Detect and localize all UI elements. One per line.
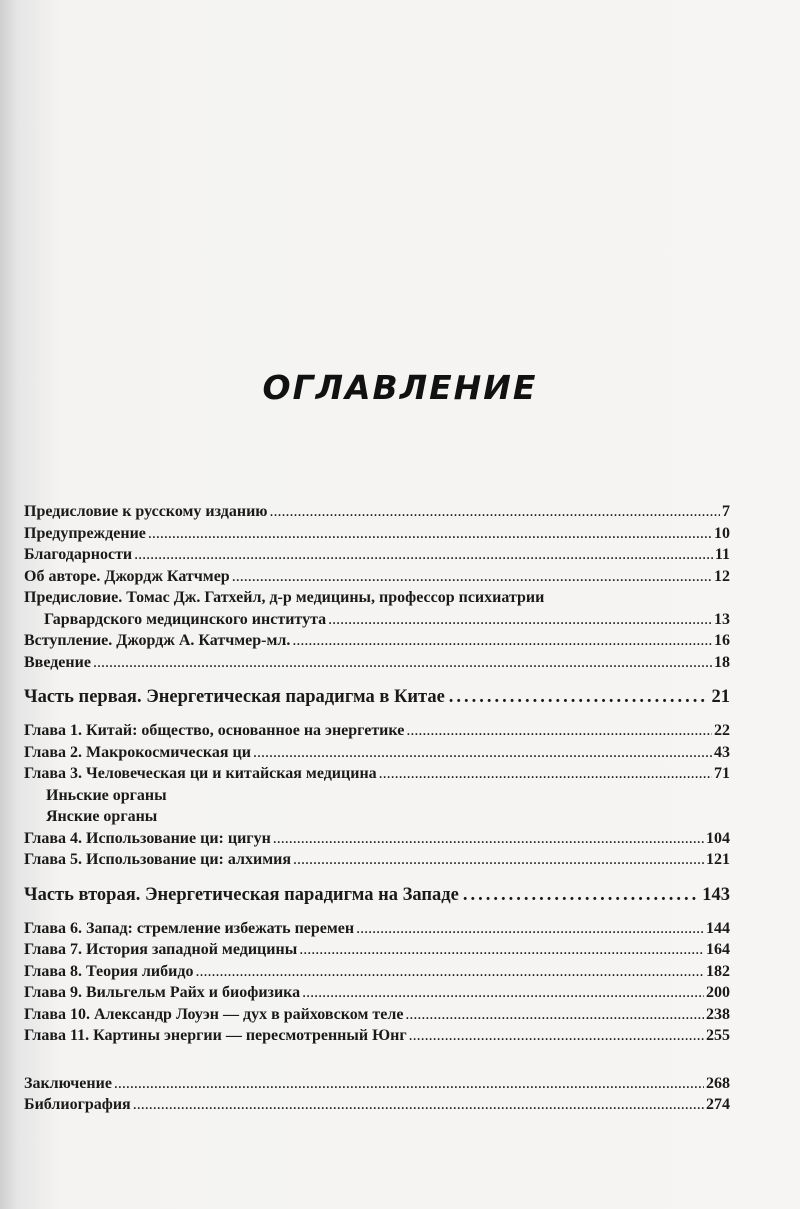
toc-leader-dots bbox=[253, 744, 712, 762]
toc-page-number: 144 bbox=[706, 919, 730, 937]
toc-leader-dots bbox=[463, 885, 698, 906]
toc-leader-dots bbox=[449, 687, 708, 708]
toc-entry-title: Об авторе. Джордж Катчмер bbox=[24, 567, 230, 585]
toc-chapter-8 bbox=[24, 963, 730, 985]
toc-entry-foreword-cont bbox=[24, 611, 730, 633]
toc-chapter-2 bbox=[24, 744, 730, 766]
toc-leader-dots bbox=[293, 851, 704, 869]
toc-entry-title: Глава 4. Использование ци: цигун bbox=[24, 829, 271, 847]
toc-leader-dots bbox=[379, 765, 712, 783]
toc-page-number: 13 bbox=[714, 610, 730, 628]
toc-entry-introduction-jr bbox=[24, 632, 730, 654]
toc-entry-intro bbox=[24, 654, 730, 676]
part-title: Часть вторая. Энергетическая парадигма на Западе bbox=[24, 884, 459, 905]
toc-entry-title: Библиография bbox=[24, 1096, 131, 1113]
toc-leader-dots bbox=[302, 984, 704, 1002]
toc-page-number: 12 bbox=[714, 567, 730, 585]
toc-page-number: 164 bbox=[706, 941, 730, 958]
toc-entry-title: Предисловие к русскому изданию bbox=[24, 503, 268, 520]
toc-page-number: 200 bbox=[706, 984, 730, 1001]
toc-page-number: 143 bbox=[702, 884, 730, 905]
table-of-contents bbox=[24, 503, 730, 1118]
toc-chapter-4 bbox=[24, 830, 730, 852]
toc-entry-acknowledgements bbox=[24, 546, 730, 568]
toc-page-number: 10 bbox=[714, 524, 730, 542]
toc-entry-title: Заключение bbox=[24, 1074, 112, 1092]
toc-entry-title: Глава 3. Человеческая ци и китайская медицина bbox=[24, 765, 377, 782]
toc-leader-dots bbox=[148, 525, 712, 543]
toc-page-number: 7 bbox=[722, 503, 730, 520]
toc-leader-dots bbox=[93, 654, 712, 672]
toc-page-number: 268 bbox=[706, 1074, 730, 1092]
toc-leader-dots bbox=[114, 1075, 704, 1093]
toc-entry-title: Гарвардского медицинского института bbox=[44, 610, 327, 628]
toc-part-two bbox=[24, 885, 730, 906]
toc-leader-dots bbox=[270, 503, 720, 521]
toc-chapter-6 bbox=[24, 920, 730, 942]
toc-entry-conclusion bbox=[24, 1075, 730, 1097]
toc-leader-dots bbox=[406, 722, 712, 740]
toc-leader-dots bbox=[133, 1096, 704, 1114]
toc-leader-dots bbox=[299, 941, 704, 959]
toc-entry-title: Предупреждение bbox=[24, 524, 146, 542]
toc-entry-title: Введение bbox=[24, 653, 91, 671]
toc-page-number: 16 bbox=[714, 632, 730, 649]
toc-chapter-7 bbox=[24, 941, 730, 963]
toc-page-number: 182 bbox=[706, 962, 730, 980]
toc-leader-dots bbox=[405, 1006, 704, 1024]
toc-chapter-9 bbox=[24, 984, 730, 1006]
toc-entry-title: Глава 10. Александр Лоуэн — дух в райховском теле bbox=[24, 1005, 404, 1023]
toc-chapter-11 bbox=[24, 1027, 730, 1049]
toc-chapter-10 bbox=[24, 1006, 730, 1028]
toc-leader-dots bbox=[273, 830, 704, 848]
toc-leader-dots bbox=[328, 611, 712, 629]
toc-page-number: 238 bbox=[706, 1005, 730, 1023]
toc-page-number: 43 bbox=[714, 743, 730, 761]
toc-chapter-5 bbox=[24, 851, 730, 873]
toc-entry-title: Глава 8. Теория либидо bbox=[24, 962, 194, 980]
toc-entry-warning bbox=[24, 525, 730, 547]
toc-entry-title: Вступление. Джордж А. Катчмер-мл. bbox=[24, 632, 291, 649]
toc-leader-dots bbox=[232, 568, 712, 586]
toc-page-number: 18 bbox=[714, 653, 730, 671]
toc-leader-dots bbox=[195, 963, 704, 981]
toc-page-number: 121 bbox=[706, 851, 730, 868]
toc-leader-dots bbox=[409, 1027, 704, 1045]
toc-entry-title: Глава 5. Использование ци: алхимия bbox=[24, 851, 291, 868]
toc-entry-bibliography bbox=[24, 1096, 730, 1118]
part-title: Часть первая. Энергетическая парадигма в Китае bbox=[24, 687, 445, 707]
toc-entry-title: Глава 9. Вильгельм Райх и биофизика bbox=[24, 984, 301, 1001]
toc-entry-title: Глава 6. Запад: стремление избежать перемен bbox=[24, 919, 355, 937]
toc-entry-title: Глава 11. Картины энергии — пересмотренный Юнг bbox=[24, 1027, 407, 1044]
toc-leader-dots bbox=[292, 632, 712, 650]
toc-page-number: 21 bbox=[711, 687, 730, 707]
toc-chapter-1 bbox=[24, 722, 730, 744]
toc-entry-about-author bbox=[24, 568, 730, 590]
toc-leader-dots bbox=[134, 546, 713, 564]
toc-page-number: 104 bbox=[706, 829, 730, 847]
toc-subentry-yin-organs: Иньские органы bbox=[46, 786, 167, 804]
toc-part-one bbox=[24, 687, 730, 708]
toc-leader-dots bbox=[356, 920, 704, 938]
toc-entry-foreword: Предисловие. Томас Дж. Гатхейл, д-р медицины, профессор психиатрии bbox=[24, 589, 545, 606]
toc-subentry-yang-organs: Янские органы bbox=[46, 808, 158, 825]
toc-page-number: 274 bbox=[706, 1096, 730, 1113]
toc-page-number: 71 bbox=[714, 765, 730, 782]
toc-entry-title: Глава 2. Макрокосмическая ци bbox=[24, 743, 251, 761]
toc-page-number: 22 bbox=[714, 722, 730, 739]
toc-page-number: 255 bbox=[706, 1027, 730, 1044]
toc-entry-title: Глава 7. История западной медицины bbox=[24, 941, 298, 958]
toc-entry-title: Благодарности bbox=[24, 546, 133, 563]
toc-entry-title: Глава 1. Китай: общество, основанное на энергетике bbox=[24, 722, 405, 739]
page-title: ОГЛАВЛЕНИЕ bbox=[262, 368, 538, 407]
toc-entry-preface-russian bbox=[24, 503, 730, 525]
toc-page-number: 11 bbox=[714, 546, 730, 563]
toc-chapter-3 bbox=[24, 765, 730, 787]
